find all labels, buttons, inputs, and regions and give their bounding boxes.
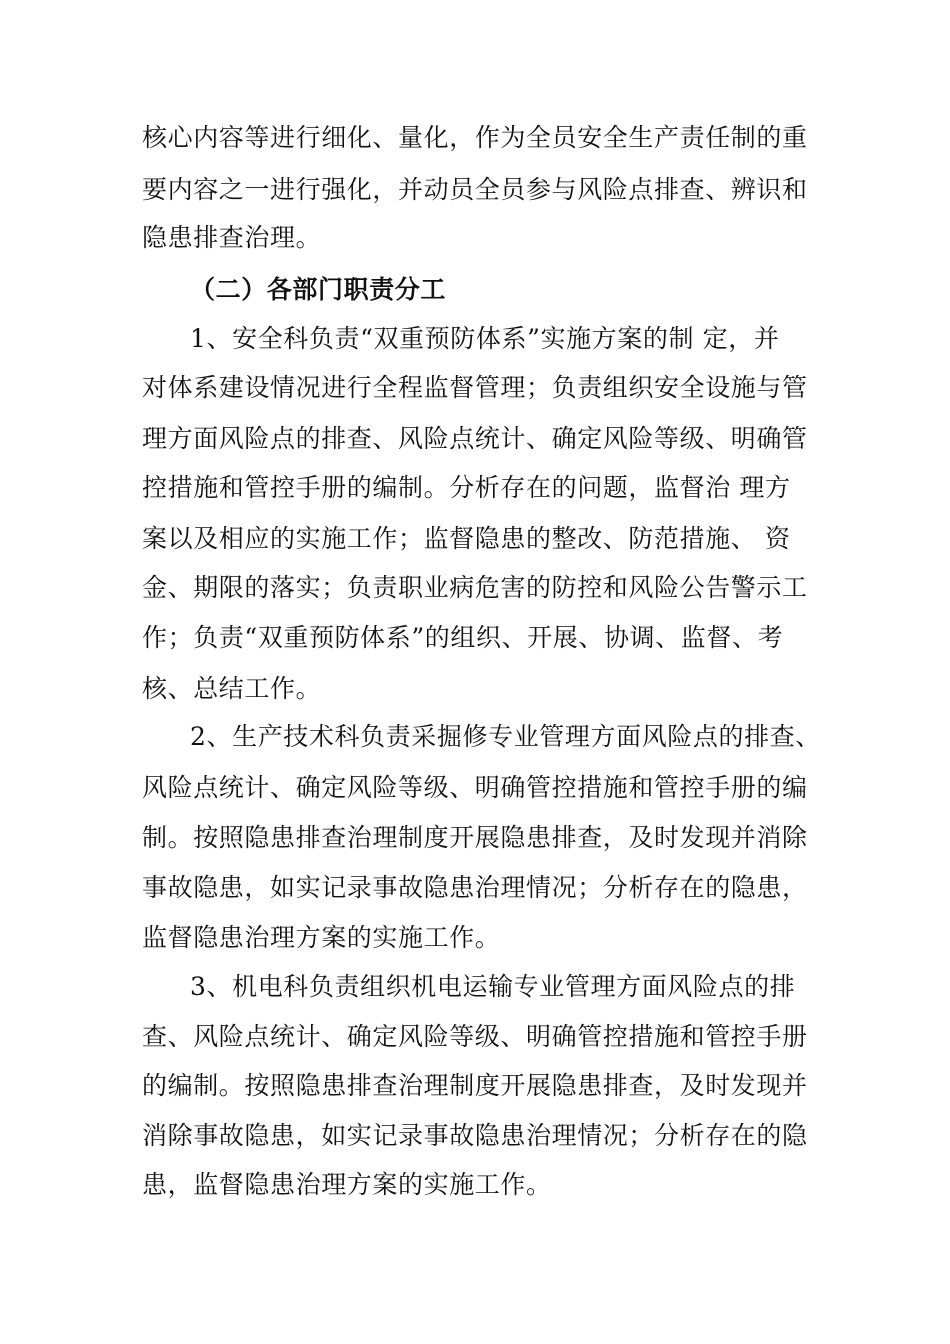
text-line: 2、生产技术科负责采掘修专业管理方面风险点的排查、 [190, 722, 821, 751]
text-line: 金、期限的落实；负责职业病危害的防控和风险公告警示工 [142, 573, 808, 602]
text-line: 要内容之一进行强化，并动员全员参与风险点排查、辨识和 [142, 175, 808, 204]
text-line: 消除事故隐患，如实记录事故隐患治理情况；分析存在的隐 [142, 1121, 808, 1150]
text-line: 制。按照隐患排查治理制度开展隐患排查，及时发现并消除 [142, 823, 808, 852]
text-line: 控措施和管控手册的编制。分析存在的问题，监督治 理方 [142, 473, 791, 502]
text-line: 查、风险点统计、确定风险等级、明确管控措施和管控手册 [142, 1022, 808, 1051]
text-line: 作；负责“双重预防体系”的组织、开展、协调、监督、考 [142, 623, 784, 652]
text-line: 理方面风险点的排查、风险点统计、确定风险等级、明确管 [142, 424, 808, 453]
text-line: 事故隐患，如实记录事故隐患治理情况；分析存在的隐患， [142, 873, 808, 902]
text-line: 对体系建设情况进行全程监督管理；负责组织安全设施与管 [142, 373, 808, 402]
text-line: 核心内容等进行细化、量化，作为全员安全生产责任制的重 [142, 123, 808, 152]
text-line: 3、机电科负责组织机电运输专业管理方面风险点的排 [190, 972, 796, 1001]
text-line: 核、总结工作。 [142, 674, 322, 703]
text-line: 监督隐患治理方案的实施工作。 [142, 923, 501, 952]
text-line: 风险点统计、确定风险等级、明确管控措施和管控手册的编 [142, 773, 808, 802]
section-heading: （二）各部门职责分工 [190, 275, 447, 304]
text-line: 患，监督隐患治理方案的实施工作。 [142, 1170, 552, 1199]
text-line: 的编制。按照隐患排查治理制度开展隐患排查，及时发现并 [142, 1071, 808, 1100]
text-line: 案以及相应的实施工作；监督隐患的整改、防范措施、 资 [142, 524, 791, 553]
text-line: 1、安全科负责“双重预防体系”实施方案的制 定，并 [190, 324, 780, 353]
text-line: 隐患排查治理。 [142, 223, 322, 252]
